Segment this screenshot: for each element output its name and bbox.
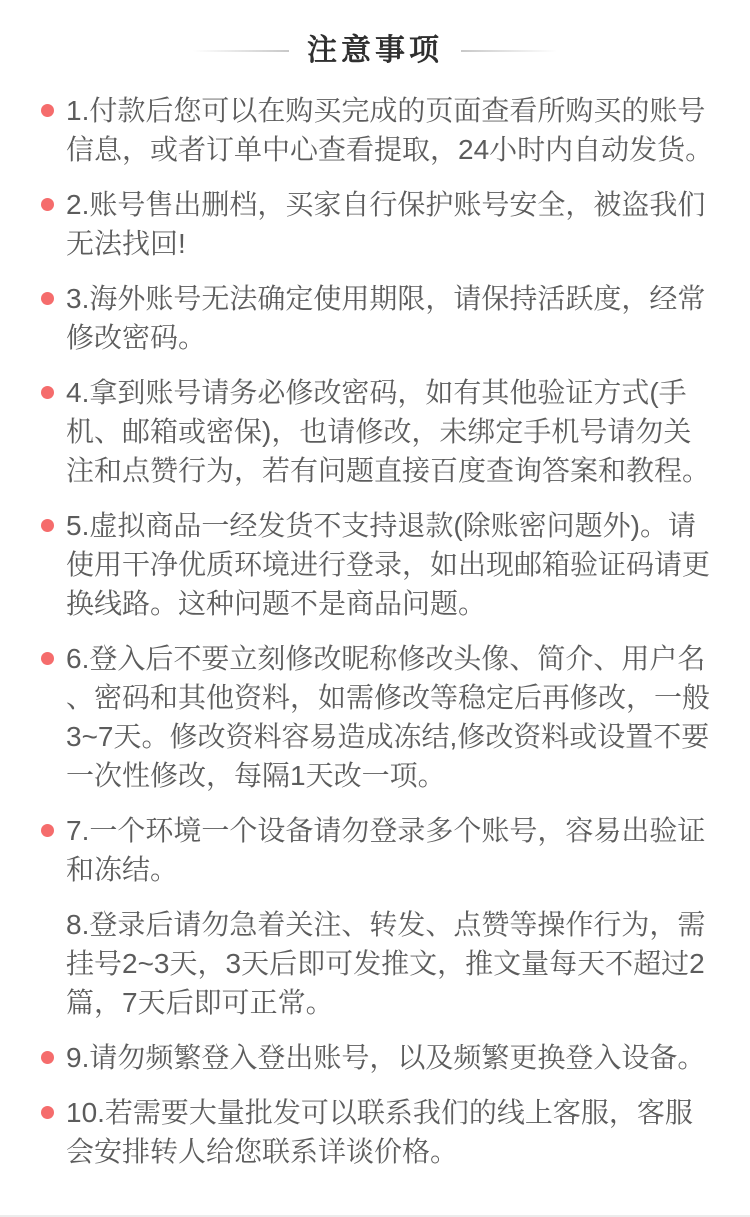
title-decor-line-left [193, 50, 289, 52]
notice-item [66, 91, 714, 169]
list-bullet-dot [41, 1051, 54, 1064]
notice-item [66, 1093, 714, 1171]
list-bullet-dot [41, 519, 54, 532]
notice-item-text: 10.若需要大量批发可以联系我们的线上客服，客服会安排转人给您联系详谈价格。 [66, 1097, 693, 1167]
notice-list [66, 91, 714, 1171]
list-bullet-dot [41, 652, 54, 665]
list-bullet-dot [41, 386, 54, 399]
notice-item-text: 1.付款后您可以在购买完成的页面查看所购买的账号信息，或者订单中心查看提取，24小时内自动发货。 [66, 95, 714, 165]
notice-item-text: 5.虚拟商品一经发货不支持退款(除账密问题外)。请使用干净优质环境进行登录，如出现邮箱验证码请更换线路。这种问题不是商品问题。 [66, 510, 711, 619]
notice-item-text: 9.请勿频繁登入登出账号，以及频繁更换登入设备。 [66, 1042, 706, 1073]
notice-item-text: 6.登入后不要立刻修改昵称修改头像、简介、用户名、密码和其他资料，如需修改等稳定后再修改，一般3~7天。修改资料容易造成冻结,修改资料或设置不要一次性修改，每隔1天改一项。 [66, 643, 711, 791]
notice-item-text: 4.拿到账号请务必修改密码，如有其他验证方式(手机、邮箱或密保)，也请修改，未绑定手机号请勿关注和点赞行为，若有问题直接百度查询答案和教程。 [66, 377, 711, 486]
notice-item-text: 3.海外账号无法确定使用期限，请保持活跃度，经常修改密码。 [66, 283, 706, 353]
list-bullet-dot [41, 104, 54, 117]
notice-item-text: 8.登录后请勿急着关注、转发、点赞等操作行为，需挂号2~3天，3天后即可发推文，推文量每天不超过2篇，7天后即可正常。 [66, 909, 706, 1018]
title-decor-line-right [461, 50, 557, 52]
list-bullet-dot [41, 292, 54, 305]
list-bullet-dot [41, 824, 54, 837]
notice-item [66, 506, 714, 623]
notice-item [66, 185, 714, 263]
notice-item-text: 7.一个环境一个设备请勿登录多个账号，容易出验证和冻结。 [66, 815, 706, 885]
page-title-row [0, 32, 750, 70]
notice-item [66, 811, 714, 889]
page-title: 注意事项 [307, 34, 443, 67]
notice-item-text: 2.账号售出删档，买家自行保护账号安全，被盗我们无法找回! [66, 189, 706, 259]
notice-item [66, 1038, 714, 1077]
notice-item [66, 279, 714, 357]
notice-item [66, 373, 714, 490]
list-bullet-dot [41, 1106, 54, 1119]
notice-item [66, 639, 714, 795]
list-bullet-dot [41, 198, 54, 211]
notice-item [66, 905, 714, 1022]
